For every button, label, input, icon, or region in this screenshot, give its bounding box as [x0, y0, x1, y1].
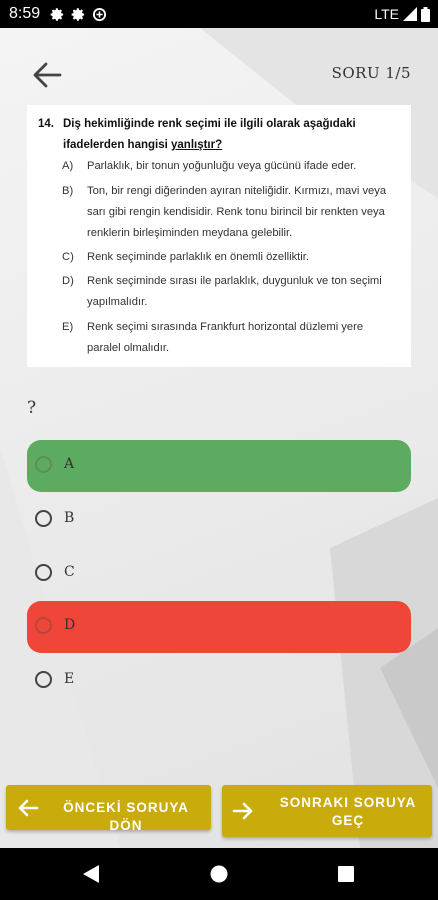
question-option-c: C) Renk seçiminde parlaklık en önemli özelliktir.	[62, 251, 309, 263]
answer-label: B	[64, 510, 75, 526]
radio-button[interactable]	[35, 510, 52, 527]
arrow-right-icon	[232, 800, 254, 822]
next-button-label: SONRAKI SORUYA GEÇ	[279, 795, 417, 828]
question-option-b: B) Ton, bir rengi diğerinden ayıran niteliğidir. Kırmızı, mavi veya sarı gibi rengin kendisidir. Renk tonu birincil bir renkten veya renklerin birleşiminden meydana gelebilir.	[62, 185, 387, 239]
answer-c[interactable]	[27, 548, 411, 600]
previous-button-label: ÖNCEKİ SORUYA DÖN	[63, 800, 189, 833]
radio-button[interactable]	[35, 564, 52, 581]
radio-button[interactable]	[35, 617, 52, 634]
question-card	[27, 105, 411, 367]
battery-icon	[421, 7, 430, 22]
answer-label: E	[64, 671, 75, 687]
answer-label: C	[64, 564, 75, 580]
answer-label: D	[64, 617, 76, 633]
previous-question-button[interactable]	[6, 785, 211, 833]
question-option-a: A) Parlaklık, bir tonun yoğunluğu veya gücünü ifade eder.	[62, 160, 357, 172]
signal-icon	[403, 7, 417, 21]
question-emphasis: yanlıştır?	[171, 139, 223, 151]
question-text: Diş hekimliğinde renk seçimi ile ilgili olarak aşağıdaki ifadelerden hangisi yanlıştır?	[63, 118, 356, 151]
question-counter: SORU 1/5	[331, 64, 411, 82]
question-prompt: ?	[27, 398, 37, 418]
question-option-d: D) Renk seçiminde sırası ile parlaklık, duygunluk ve ton seçimi yapılmalıdır.	[62, 275, 382, 308]
answer-b[interactable]	[27, 494, 411, 546]
gear-icon	[50, 7, 65, 22]
next-question-button[interactable]	[222, 785, 432, 837]
answer-d[interactable]	[27, 601, 411, 653]
radio-button[interactable]	[35, 456, 52, 473]
question-number: 14.	[38, 118, 54, 130]
network-type: LTE	[374, 6, 399, 22]
back-arrow-icon[interactable]	[30, 58, 64, 92]
system-navigation-bar	[0, 848, 438, 900]
arrow-left-icon	[17, 797, 39, 819]
status-time: 8:59	[9, 5, 41, 22]
data-saver-icon	[92, 7, 107, 22]
radio-button[interactable]	[35, 671, 52, 688]
recents-square-icon[interactable]	[338, 866, 354, 882]
answer-e[interactable]	[27, 655, 411, 707]
question-option-e: E) Renk seçimi sırasında Frankfurt horizontal düzlemi yere paralel olmalıdır.	[62, 321, 364, 354]
question-heading	[38, 114, 358, 156]
answer-label: A	[64, 456, 75, 472]
gear-icon	[71, 7, 86, 22]
status-bar	[0, 0, 438, 28]
back-triangle-icon[interactable]	[83, 865, 100, 883]
answer-a[interactable]	[27, 440, 411, 492]
home-circle-icon[interactable]	[210, 865, 228, 883]
